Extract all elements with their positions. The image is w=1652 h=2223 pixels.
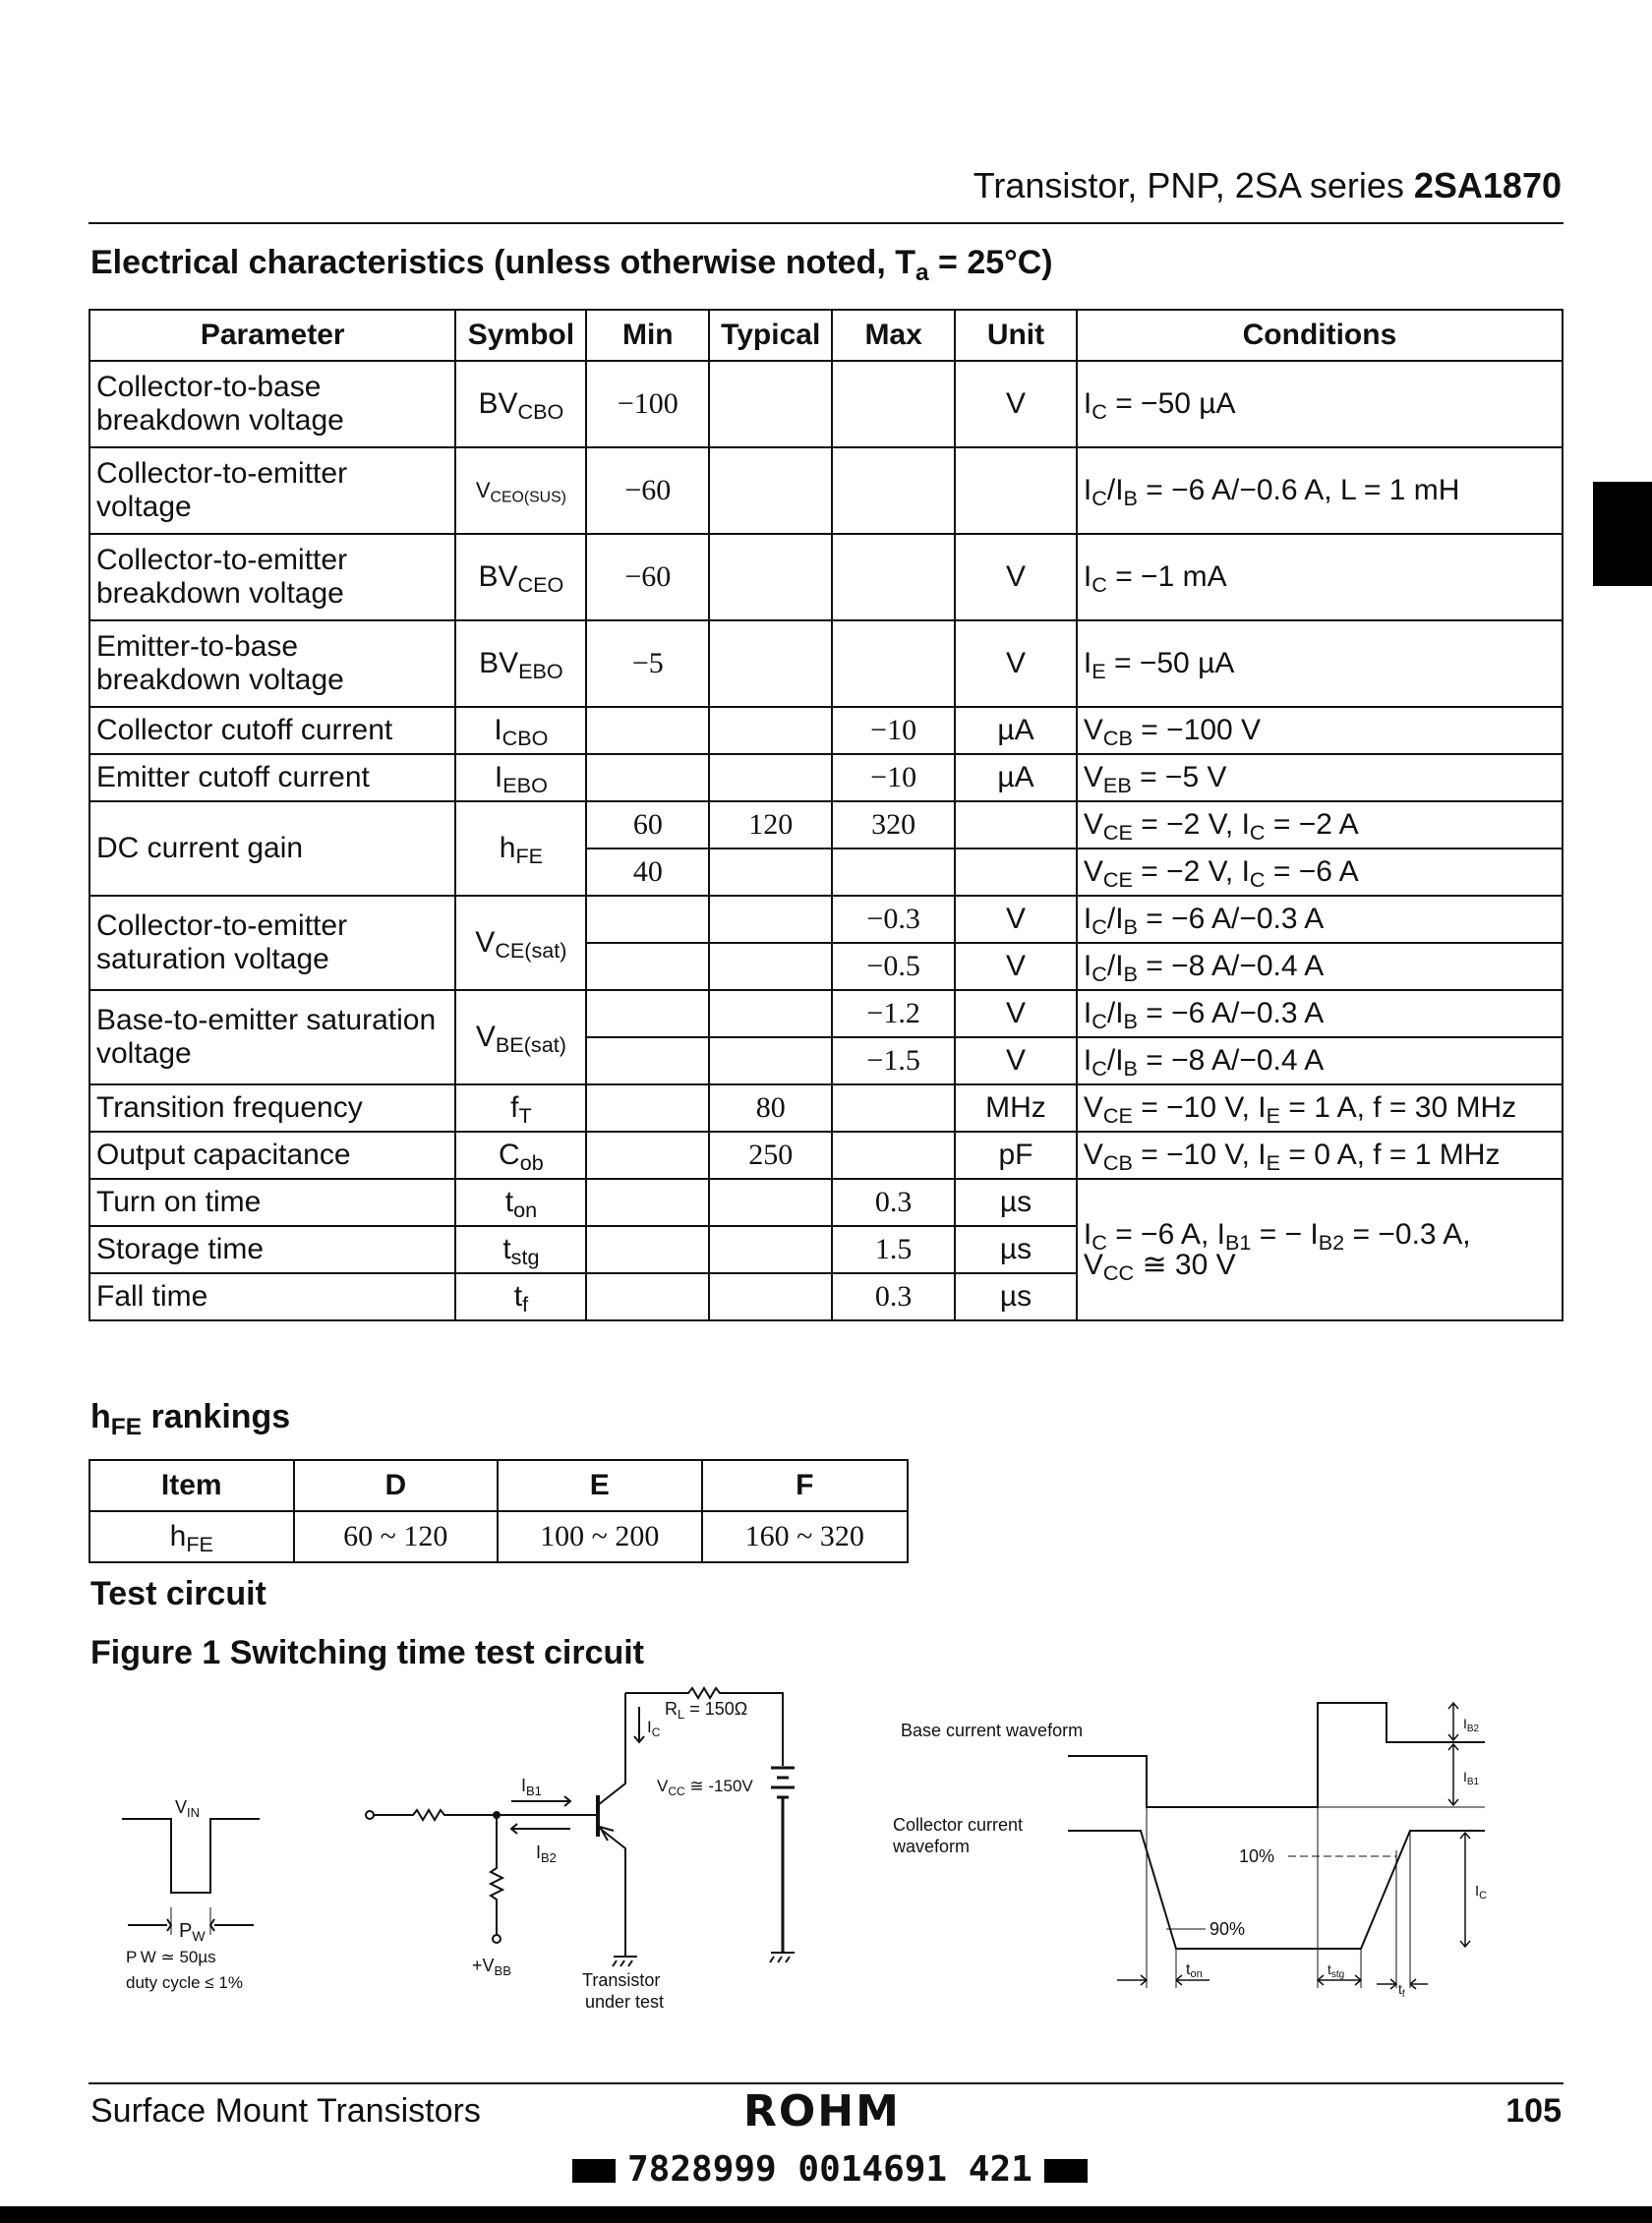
print-mark-left: [572, 2159, 616, 2183]
typ-cell: [709, 620, 832, 707]
unit-cell: pF: [955, 1132, 1077, 1179]
col-header: Symbol: [455, 310, 586, 361]
unit-cell: [955, 848, 1077, 896]
min-cell: [586, 1037, 709, 1084]
param-cell: Collector cutoff current: [89, 707, 455, 754]
unit-cell: MHz: [955, 1084, 1077, 1132]
col-header: F: [702, 1460, 909, 1511]
dut-label-1: Transistor: [582, 1970, 661, 1990]
print-code-text: 7828999 0014691 421: [627, 2149, 1032, 2190]
param-cell: Turn on time: [89, 1179, 455, 1226]
collector-waveform-label-2: waveform: [893, 1837, 971, 1856]
pw-note: P W ≃ 50µs: [126, 1948, 216, 1966]
ic-wave-label: $I_C$: [1475, 1883, 1488, 1901]
condition-cell: $I_E = -50$ µA: [1077, 620, 1563, 707]
ib2-wave-label: $I_{B2}$: [1463, 1716, 1480, 1734]
dut-label-2: under test: [585, 1992, 665, 2012]
symbol-cell: $BV_{CEO}$: [455, 534, 586, 620]
input-terminal: [366, 1811, 374, 1819]
col-header: Min: [586, 310, 709, 361]
vbb-terminal: [493, 1935, 501, 1943]
unit-cell: [955, 801, 1077, 848]
min-cell: −100: [586, 361, 709, 447]
col-header: E: [498, 1460, 701, 1511]
condition-cell: $I_C/I_B = -8$ A/−0.4 A: [1077, 1037, 1563, 1084]
symbol-cell: $I_{EBO}$: [455, 754, 586, 801]
param-cell: Collector-to-emitter saturation voltage: [89, 896, 455, 990]
param-cell: DC current gain: [89, 801, 455, 896]
max-cell: [832, 447, 955, 534]
vin-label: $V_{IN}$: [175, 1797, 201, 1820]
ninety-percent-label: 90%: [1210, 1919, 1246, 1939]
duty-cycle-note: duty cycle ≤ 1%: [126, 1973, 243, 1992]
switching-waveform-diagram: [885, 1685, 1495, 2019]
param-cell: Emitter-to-base breakdown voltage: [89, 620, 455, 707]
max-cell: −1.2: [832, 990, 955, 1037]
max-cell: 320: [832, 801, 955, 848]
param-cell: Storage time: [89, 1226, 455, 1273]
unit-cell: V: [955, 620, 1077, 707]
condition-cell: $V_{CB} = -100$ V: [1077, 707, 1563, 754]
vbb-label: $+V_{BB}$: [472, 1956, 511, 1978]
collector-waveform-label-1: Collector current: [893, 1815, 1024, 1835]
scan-edge-bar: [0, 2206, 1652, 2223]
param-cell: Output capacitance: [89, 1132, 455, 1179]
max-cell: [832, 361, 955, 447]
symbol-cell: $V_{BE(sat)}$: [455, 990, 586, 1084]
min-cell: [586, 1084, 709, 1132]
param-cell: Collector-to-base breakdown voltage: [89, 361, 455, 447]
symbol-cell: $C_{ob}$: [455, 1132, 586, 1179]
max-cell: [832, 534, 955, 620]
collector-current-waveform: [1068, 1831, 1488, 1949]
max-cell: −10: [832, 707, 955, 754]
min-cell: −60: [586, 534, 709, 620]
header-rule: [88, 222, 1564, 224]
max-cell: −0.5: [832, 943, 955, 990]
unit-cell: µA: [955, 754, 1077, 801]
table-row: [89, 1511, 908, 1562]
typ-cell: [709, 361, 832, 447]
max-cell: −1.5: [832, 1037, 955, 1084]
symbol-cell: $t_{stg}$: [455, 1226, 586, 1273]
condition-cell: $V_{EB} = -5$ V: [1077, 754, 1563, 801]
tstg-label: $t_{stg}$: [1328, 1961, 1345, 1980]
typ-cell: [709, 848, 832, 896]
table-row: [89, 801, 1563, 848]
typ-cell: 120: [709, 801, 832, 848]
ib2-label: $I_{B2}$: [536, 1843, 557, 1865]
base-waveform-label: Base current waveform: [901, 1721, 1084, 1740]
table-header-row: [89, 1460, 908, 1511]
symbol-cell: $h_{FE}$: [455, 801, 586, 896]
unit-cell: V: [955, 361, 1077, 447]
ib1-label: $I_{B1}$: [521, 1776, 542, 1798]
transistor-leads: [598, 1693, 625, 1957]
param-cell: Fall time: [89, 1273, 455, 1320]
typ-cell: 80: [709, 1084, 832, 1132]
unit-cell: V: [955, 990, 1077, 1037]
ic-dim: [1460, 1833, 1470, 1947]
typ-cell: [709, 447, 832, 534]
min-cell: [586, 1132, 709, 1179]
condition-cell: $I_C/I_B = -8$ A/−0.4 A: [1077, 943, 1563, 990]
ib1-dim: [1448, 1744, 1458, 1805]
max-cell: [832, 848, 955, 896]
test-circuit-title: Test circuit: [90, 1575, 266, 1612]
table-row: [89, 447, 1563, 534]
min-cell: [586, 707, 709, 754]
pw-label: $P_W$: [179, 1920, 206, 1944]
symbol-cell: $V_{CE(sat)}$: [455, 896, 586, 990]
vcc-label: $V_{CC}$ ≅ -150V: [657, 1777, 753, 1798]
min-cell: [586, 1226, 709, 1273]
table-row: [89, 1179, 1563, 1226]
symbol-cell: $f_T$: [455, 1084, 586, 1132]
switching-condition-cell: $I_C = -6$ A, $I_{B1}$ = − $I_{B2} = -0.3$ A, $V_{CC}$ ≅ 30 V: [1077, 1179, 1563, 1320]
unit-cell: V: [955, 896, 1077, 943]
ic-label: $I_C$: [647, 1718, 661, 1739]
table-row: [89, 707, 1563, 754]
typ-cell: [709, 707, 832, 754]
max-cell: −10: [832, 754, 955, 801]
rankings-title: $h_{FE}$ rankings: [90, 1398, 291, 1440]
section-tab-marker: [1593, 482, 1652, 586]
min-cell: [586, 990, 709, 1037]
typ-cell: [709, 896, 832, 943]
typ-cell: [709, 943, 832, 990]
rl-label: $R_L = 150\Omega$: [665, 1699, 748, 1722]
min-cell: 40: [586, 848, 709, 896]
col-header: Parameter: [89, 310, 455, 361]
param-cell: Collector-to-emitter voltage: [89, 447, 455, 534]
ib2-dim: [1448, 1703, 1458, 1740]
max-cell: 0.3: [832, 1273, 955, 1320]
min-cell: [586, 1179, 709, 1226]
table-row: [89, 1132, 1563, 1179]
typ-cell: [709, 1037, 832, 1084]
typ-cell: [709, 534, 832, 620]
unit-cell: V: [955, 534, 1077, 620]
condition-cell: $I_C = -1$ mA: [1077, 534, 1563, 620]
col-header: Typical: [709, 310, 832, 361]
switching-test-circuit: [88, 1671, 836, 2025]
electrical-characteristics-table: [88, 309, 1564, 1321]
figure-title: Figure 1 Switching time test circuit: [90, 1634, 644, 1671]
print-code: [560, 2149, 1099, 2190]
unit-cell: µs: [955, 1179, 1077, 1226]
param-cell: Emitter cutoff current: [89, 754, 455, 801]
ib2-arrow: [511, 1824, 570, 1834]
condition-cell: $V_{CE} = -2$ V, $I_C = -2$ A: [1077, 801, 1563, 848]
min-cell: −5: [586, 620, 709, 707]
tf-dim: [1377, 1979, 1428, 1989]
unit-cell: V: [955, 943, 1077, 990]
header-series: Transistor, PNP, 2SA series: [973, 165, 1404, 205]
condition-cell: $I_C/I_B = -6$ A/−0.6 A, L = 1 mH: [1077, 447, 1563, 534]
hfe-rankings-table: [88, 1459, 909, 1563]
condition-cell: $V_{CE} = -2$ V, $I_C = -6$ A: [1077, 848, 1563, 896]
table-row: [89, 620, 1563, 707]
ib1-wave-label: $I_{B1}$: [1463, 1769, 1480, 1787]
min-cell: [586, 754, 709, 801]
symbol-cell: $t_f$: [455, 1273, 586, 1320]
param-cell: Transition frequency: [89, 1084, 455, 1132]
footer-rule: [88, 2082, 1564, 2084]
max-cell: [832, 1132, 955, 1179]
table-row: [89, 990, 1563, 1037]
table-row: [89, 361, 1563, 447]
typ-cell: [709, 1179, 832, 1226]
ec-title: Electrical characteristics (unless otherwise noted, $T_a = 25^\circ C$): [90, 244, 1053, 286]
input-pulse: [122, 1819, 260, 1893]
col-header: Conditions: [1077, 310, 1563, 361]
col-header: Max: [832, 310, 955, 361]
col-header: D: [294, 1460, 498, 1511]
condition-cell: $I_C/I_B = -6$ A/−0.3 A: [1077, 896, 1563, 943]
param-cell: Base-to-emitter saturation voltage: [89, 990, 455, 1084]
rohm-logo: ROHM: [743, 2086, 901, 2136]
symbol-cell: $V_{CEO(SUS)}$: [455, 447, 586, 534]
typ-cell: [709, 1226, 832, 1273]
condition-cell: $I_C = -50$ µA: [1077, 361, 1563, 447]
symbol-cell: $I_{CBO}$: [455, 707, 586, 754]
table-header-row: [89, 310, 1563, 361]
col-header: Unit: [955, 310, 1077, 361]
col-header: Item: [89, 1460, 294, 1511]
table-row: [89, 534, 1563, 620]
header-part-number: 2SA1870: [1413, 165, 1562, 205]
row-label: $h_{FE}$: [89, 1511, 294, 1562]
symbol-cell: $BV_{EBO}$: [455, 620, 586, 707]
base-resistor: [374, 1810, 497, 1820]
min-cell: [586, 1273, 709, 1320]
condition-cell: $I_C/I_B = -6$ A/−0.3 A: [1077, 990, 1563, 1037]
symbol-cell: $BV_{CBO}$: [455, 361, 586, 447]
table-row: [89, 896, 1563, 943]
ic-arrow: [634, 1707, 644, 1742]
page-header: [974, 165, 1562, 206]
unit-cell: µs: [955, 1226, 1077, 1273]
footer-section-name: Surface Mount Transistors: [90, 2092, 481, 2130]
max-cell: [832, 1084, 955, 1132]
max-cell: −0.3: [832, 896, 955, 943]
max-cell: 1.5: [832, 1226, 955, 1273]
typ-cell: [709, 1273, 832, 1320]
max-cell: [832, 620, 955, 707]
vcc-battery: [771, 1768, 795, 1953]
rank-value: 60 ~ 120: [294, 1511, 498, 1562]
battery-ground: [770, 1953, 795, 1962]
page-number: 105: [1505, 2092, 1562, 2130]
vbb-resistor: [491, 1815, 502, 1935]
condition-cell: $V_{CE} = -10$ V, $I_E = 1$ A, f = 30 MHz: [1077, 1084, 1563, 1132]
base-current-waveform: [1068, 1703, 1485, 1807]
ten-percent-label: 10%: [1239, 1846, 1275, 1866]
unit-cell: [955, 447, 1077, 534]
condition-cell: $V_{CB} = -10$ V, $I_E = 0$ A, f = 1 MHz: [1077, 1132, 1563, 1179]
min-cell: 60: [586, 801, 709, 848]
min-cell: [586, 943, 709, 990]
typ-cell: [709, 990, 832, 1037]
min-cell: [586, 896, 709, 943]
typ-cell: [709, 754, 832, 801]
table-row: [89, 1084, 1563, 1132]
unit-cell: µA: [955, 707, 1077, 754]
rank-value: 160 ~ 320: [702, 1511, 909, 1562]
unit-cell: µs: [955, 1273, 1077, 1320]
unit-cell: V: [955, 1037, 1077, 1084]
tf-label: $t_f$: [1398, 1981, 1405, 2000]
typ-cell: 250: [709, 1132, 832, 1179]
rank-value: 100 ~ 200: [498, 1511, 701, 1562]
table-row: [89, 754, 1563, 801]
ton-label: ton: [1186, 1961, 1203, 1980]
min-cell: −60: [586, 447, 709, 534]
param-cell: Collector-to-emitter breakdown voltage: [89, 534, 455, 620]
emitter-ground: [613, 1957, 637, 1966]
max-cell: 0.3: [832, 1179, 955, 1226]
symbol-cell: $t_{on}$: [455, 1179, 586, 1226]
print-mark-right: [1044, 2159, 1088, 2183]
